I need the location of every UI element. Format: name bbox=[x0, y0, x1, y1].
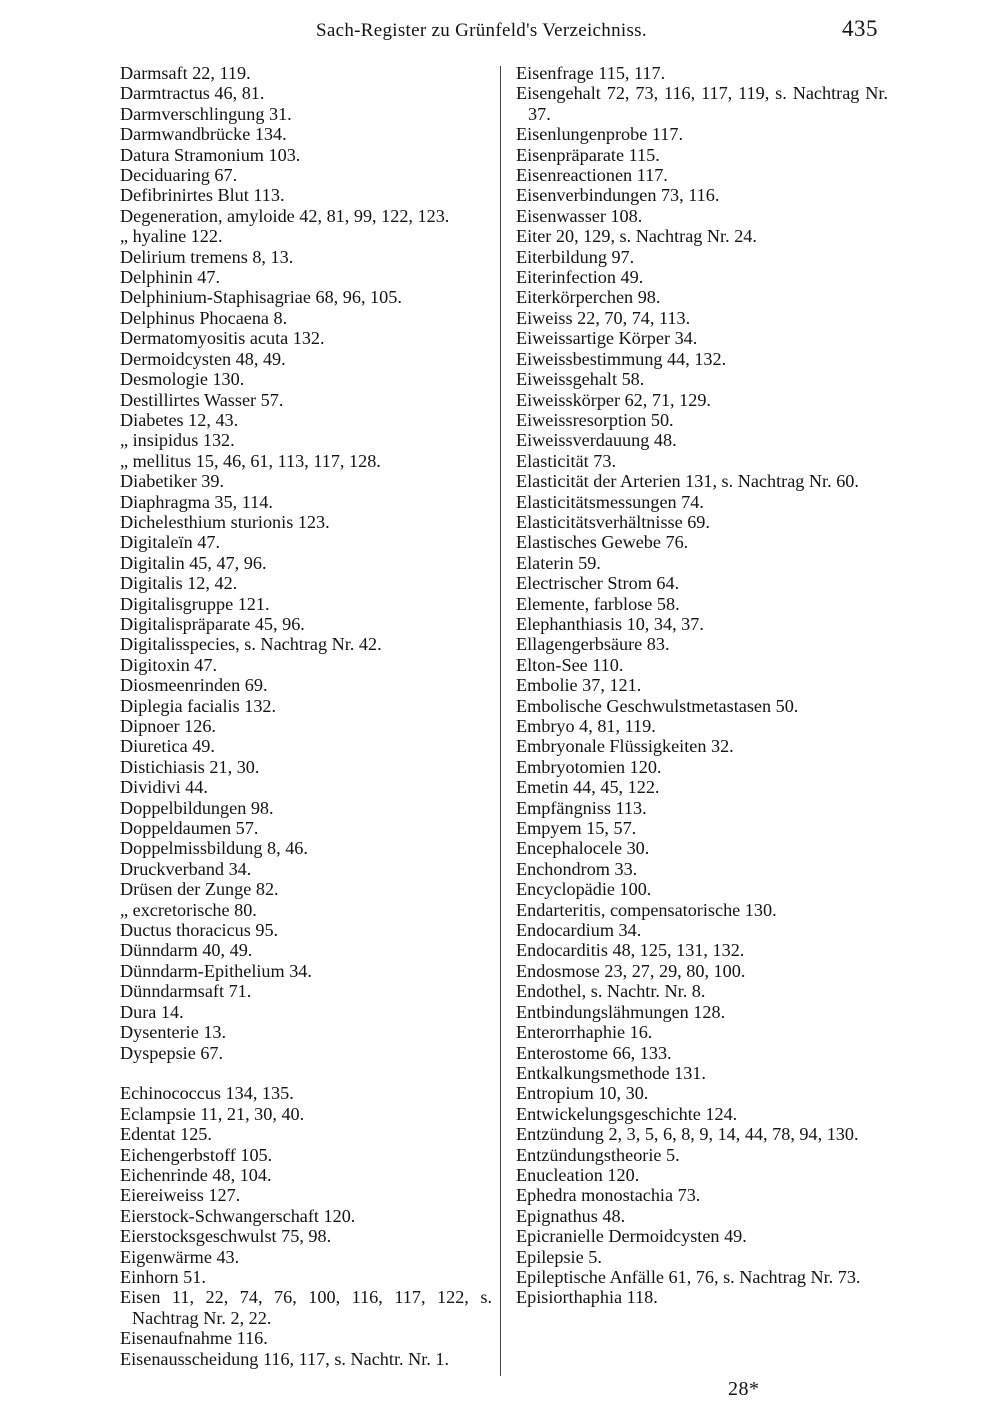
index-entry: Embryotomien 120. bbox=[516, 756, 662, 777]
index-entry: Delphinin 47. bbox=[120, 267, 221, 288]
index-entry: Ellagengerbsäure 83. bbox=[516, 634, 670, 655]
index-entry: Degeneration, amyloide 42, 81, 99, 122, 123. bbox=[120, 205, 450, 226]
index-entry: Diosmeenrinden 69. bbox=[120, 675, 268, 696]
index-entry: Doppelbildungen 98. bbox=[120, 797, 274, 818]
index-entry: Epilepsie 5. bbox=[516, 1246, 602, 1267]
section-gap bbox=[120, 1063, 492, 1083]
index-entry: Digitalis 12, 42. bbox=[120, 573, 238, 594]
index-entry: Eiterinfection 49. bbox=[516, 267, 644, 288]
index-entry: Eisen 11, 22, 74, 76, 100, 116, 117, 122, s. Nachtrag Nr. 2, 22. bbox=[120, 1287, 492, 1328]
index-entry: Dünndarmsaft 71. bbox=[120, 981, 252, 1002]
index-entry: Diaphragma 35, 114. bbox=[120, 491, 273, 512]
page-header bbox=[0, 14, 1000, 54]
index-entry: Digitalisspecies, s. Nachtrag Nr. 42. bbox=[120, 634, 382, 655]
index-entry: Entbindungslähmungen 128. bbox=[516, 1001, 726, 1022]
index-entry: Dermatomyositis acuta 132. bbox=[120, 328, 325, 349]
index-entry: Embolische Geschwulstmetastasen 50. bbox=[516, 695, 799, 716]
index-entry: Delphinus Phocaena 8. bbox=[120, 307, 288, 328]
index-entry: Enchondrom 33. bbox=[516, 858, 638, 879]
index-entry: „ hyaline 122. bbox=[120, 226, 223, 247]
index-entry: Delphinium-Staphisagriae 68, 96, 105. bbox=[120, 287, 402, 308]
index-entry: Eiweisskörper 62, 71, 129. bbox=[516, 389, 711, 410]
index-entry: Edentat 125. bbox=[120, 1124, 212, 1145]
index-entry: Elemente, farblose 58. bbox=[516, 593, 680, 614]
index-entry: „ mellitus 15, 46, 61, 113, 117, 128. bbox=[120, 450, 381, 471]
index-entry: „ excretorische 80. bbox=[120, 899, 257, 920]
index-entry: Defibrinirtes Blut 113. bbox=[120, 185, 285, 206]
index-column-left bbox=[120, 63, 492, 1369]
index-entry: Elton-See 110. bbox=[516, 654, 624, 675]
index-entry: Endosmose 23, 27, 29, 80, 100. bbox=[516, 960, 746, 981]
index-entry: Eisengehalt 72, 73, 116, 117, 119, s. Nachtrag Nr. 37. bbox=[516, 83, 888, 124]
index-entry: Endocardium 34. bbox=[516, 920, 642, 941]
index-entry: Embryonale Flüssigkeiten 32. bbox=[516, 736, 734, 757]
index-entry: Empyem 15, 57. bbox=[516, 818, 637, 839]
index-entry: Encephalocele 30. bbox=[516, 838, 650, 859]
index-entry: Eierstocksgeschwulst 75, 98. bbox=[120, 1226, 332, 1247]
index-entry: Dysenterie 13. bbox=[120, 1022, 227, 1043]
index-entry: Episiorthaphia 118. bbox=[516, 1287, 658, 1308]
index-entry: Eiereiweiss 127. bbox=[120, 1185, 241, 1206]
index-entry: Eiweiss 22, 70, 74, 113. bbox=[516, 307, 691, 328]
index-entry: Eisenfrage 115, 117. bbox=[516, 63, 666, 83]
index-entry: Digitalispräparate 45, 96. bbox=[120, 613, 305, 634]
index-entry: Eigenwärme 43. bbox=[120, 1246, 240, 1267]
index-entry: Doppeldaumen 57. bbox=[120, 818, 259, 839]
index-column-right bbox=[516, 63, 888, 1308]
index-entry: Diabetiker 39. bbox=[120, 471, 225, 492]
index-entry: Eiweissverdauung 48. bbox=[516, 430, 677, 451]
index-entry: Electrischer Strom 64. bbox=[516, 573, 680, 594]
index-entry: Enucleation 120. bbox=[516, 1164, 640, 1185]
index-entry: Endocarditis 48, 125, 131, 132. bbox=[516, 940, 745, 961]
index-entry: Endarteritis, compensatorische 130. bbox=[516, 899, 777, 920]
index-entry: Diplegia facialis 132. bbox=[120, 695, 277, 716]
index-entry: Eiweissbestimmung 44, 132. bbox=[516, 348, 727, 369]
index-entry: Einhorn 51. bbox=[120, 1266, 206, 1287]
signature-mark: 28* bbox=[728, 1378, 760, 1400]
index-entry: Eisenausscheidung 116, 117, s. Nachtr. Nr. 1. bbox=[120, 1348, 450, 1369]
index-entry: Digitaleïn 47. bbox=[120, 532, 221, 553]
index-entry: Epicranielle Dermoidcysten 49. bbox=[516, 1226, 747, 1247]
index-entry: Eisenaufnahme 116. bbox=[120, 1328, 268, 1349]
index-entry: Emetin 44, 45, 122. bbox=[516, 777, 660, 798]
index-entry: Digitalisgruppe 121. bbox=[120, 593, 270, 614]
index-entry: Eisenlungenprobe 117. bbox=[516, 124, 684, 145]
index-entry: Enterorrhaphie 16. bbox=[516, 1022, 653, 1043]
index-entry: Entzündung 2, 3, 5, 6, 8, 9, 14, 44, 78, 94, 130. bbox=[516, 1124, 859, 1145]
running-title: Sach-Register zu Grünfeld's Verzeichniss. bbox=[316, 20, 647, 41]
index-entry: Druckverband 34. bbox=[120, 858, 252, 879]
index-entry: Encyclopädie 100. bbox=[516, 879, 652, 900]
index-entry: Eiweissresorption 50. bbox=[516, 409, 674, 430]
index-entry: Deciduaring 67. bbox=[120, 165, 238, 186]
index-entry: Desmologie 130. bbox=[120, 369, 245, 390]
index-entry: Diabetes 12, 43. bbox=[120, 409, 239, 430]
index-entry: Dünndarm 40, 49. bbox=[120, 940, 253, 961]
index-entry: Elaterin 59. bbox=[516, 552, 601, 573]
index-entry: Dyspepsie 67. bbox=[120, 1042, 224, 1063]
index-entry: Destillirtes Wasser 57. bbox=[120, 389, 284, 410]
column-divider bbox=[500, 66, 501, 1376]
index-entry: Distichiasis 21, 30. bbox=[120, 756, 260, 777]
index-entry: Elephanthiasis 10, 34, 37. bbox=[516, 613, 704, 634]
index-entry: Ductus thoracicus 95. bbox=[120, 920, 279, 941]
index-entry: Eierstock-Schwangerschaft 120. bbox=[120, 1205, 356, 1226]
index-entry: Eisenpräparate 115. bbox=[516, 144, 660, 165]
index-entry: Epileptische Anfälle 61, 76, s. Nachtrag Nr. 73. bbox=[516, 1266, 861, 1287]
index-entry: Eiter 20, 129, s. Nachtrag Nr. 24. bbox=[516, 226, 757, 247]
index-entry: Digitoxin 47. bbox=[120, 654, 218, 675]
index-entry: Eiterbildung 97. bbox=[516, 246, 635, 267]
index-entry: Datura Stramonium 103. bbox=[120, 144, 301, 165]
index-entry: Embolie 37, 121. bbox=[516, 675, 642, 696]
index-entry: Empfängniss 113. bbox=[516, 797, 647, 818]
index-entry: Elasticität 73. bbox=[516, 450, 617, 471]
index-entry: Doppelmissbildung 8, 46. bbox=[120, 838, 308, 859]
index-entry: Elastisches Gewebe 76. bbox=[516, 532, 689, 553]
index-entry: Echinococcus 134, 135. bbox=[120, 1083, 294, 1104]
index-entry: Eiweissgehalt 58. bbox=[516, 369, 645, 390]
index-entry: Darmtractus 46, 81. bbox=[120, 83, 265, 104]
index-entry: Dermoidcysten 48, 49. bbox=[120, 348, 286, 369]
index-entry: Eisenwasser 108. bbox=[516, 205, 643, 226]
index-entry: Ephedra monostachia 73. bbox=[516, 1185, 701, 1206]
index-entry: Eichengerbstoff 105. bbox=[120, 1144, 273, 1165]
index-entry: Eisenverbindungen 73, 116. bbox=[516, 185, 720, 206]
index-entry: Entwickelungsgeschichte 124. bbox=[516, 1103, 738, 1124]
index-entry: Digitalin 45, 47, 96. bbox=[120, 552, 267, 573]
index-entry: Eichenrinde 48, 104. bbox=[120, 1164, 272, 1185]
index-entry: Epignathus 48. bbox=[516, 1205, 626, 1226]
index-entry: Entzündungstheorie 5. bbox=[516, 1144, 680, 1165]
index-entry: Diuretica 49. bbox=[120, 736, 215, 757]
index-entry: Entropium 10, 30. bbox=[516, 1083, 649, 1104]
index-entry: Eclampsie 11, 21, 30, 40. bbox=[120, 1103, 305, 1124]
index-entry: Dipnoer 126. bbox=[120, 716, 216, 736]
index-entry: Eiterkörperchen 98. bbox=[516, 287, 661, 308]
index-entry: Darmverschlingung 31. bbox=[120, 103, 292, 124]
index-entry: Elasticitätsverhältnisse 69. bbox=[516, 511, 710, 532]
index-entry: Embryo 4, 81, 119. bbox=[516, 716, 656, 736]
index-entry: Dichelesthium sturionis 123. bbox=[120, 511, 330, 532]
index-entry: Darmsaft 22, 119. bbox=[120, 63, 251, 83]
index-entry: Dividivi 44. bbox=[120, 777, 208, 798]
page-number: 435 bbox=[842, 16, 878, 41]
index-entry: Eisenreactionen 117. bbox=[516, 165, 668, 186]
index-entry: „ insipidus 132. bbox=[120, 430, 235, 451]
index-entry: Entkalkungsmethode 131. bbox=[516, 1062, 706, 1083]
index-entry: Dünndarm-Epithelium 34. bbox=[120, 960, 312, 981]
index-entry: Endothel, s. Nachtr. Nr. 8. bbox=[516, 981, 706, 1002]
index-entry: Elasticitätsmessungen 74. bbox=[516, 491, 704, 512]
index-entry: Elasticität der Arterien 131, s. Nachtrag Nr. 60. bbox=[516, 471, 859, 492]
index-entry: Drüsen der Zunge 82. bbox=[120, 879, 279, 900]
index-entry: Eiweissartige Körper 34. bbox=[516, 328, 698, 349]
index-entry: Darmwandbrücke 134. bbox=[120, 124, 287, 145]
index-entry: Enterostome 66, 133. bbox=[516, 1042, 672, 1063]
index-entry: Delirium tremens 8, 13. bbox=[120, 246, 294, 267]
index-entry: Dura 14. bbox=[120, 1001, 184, 1022]
